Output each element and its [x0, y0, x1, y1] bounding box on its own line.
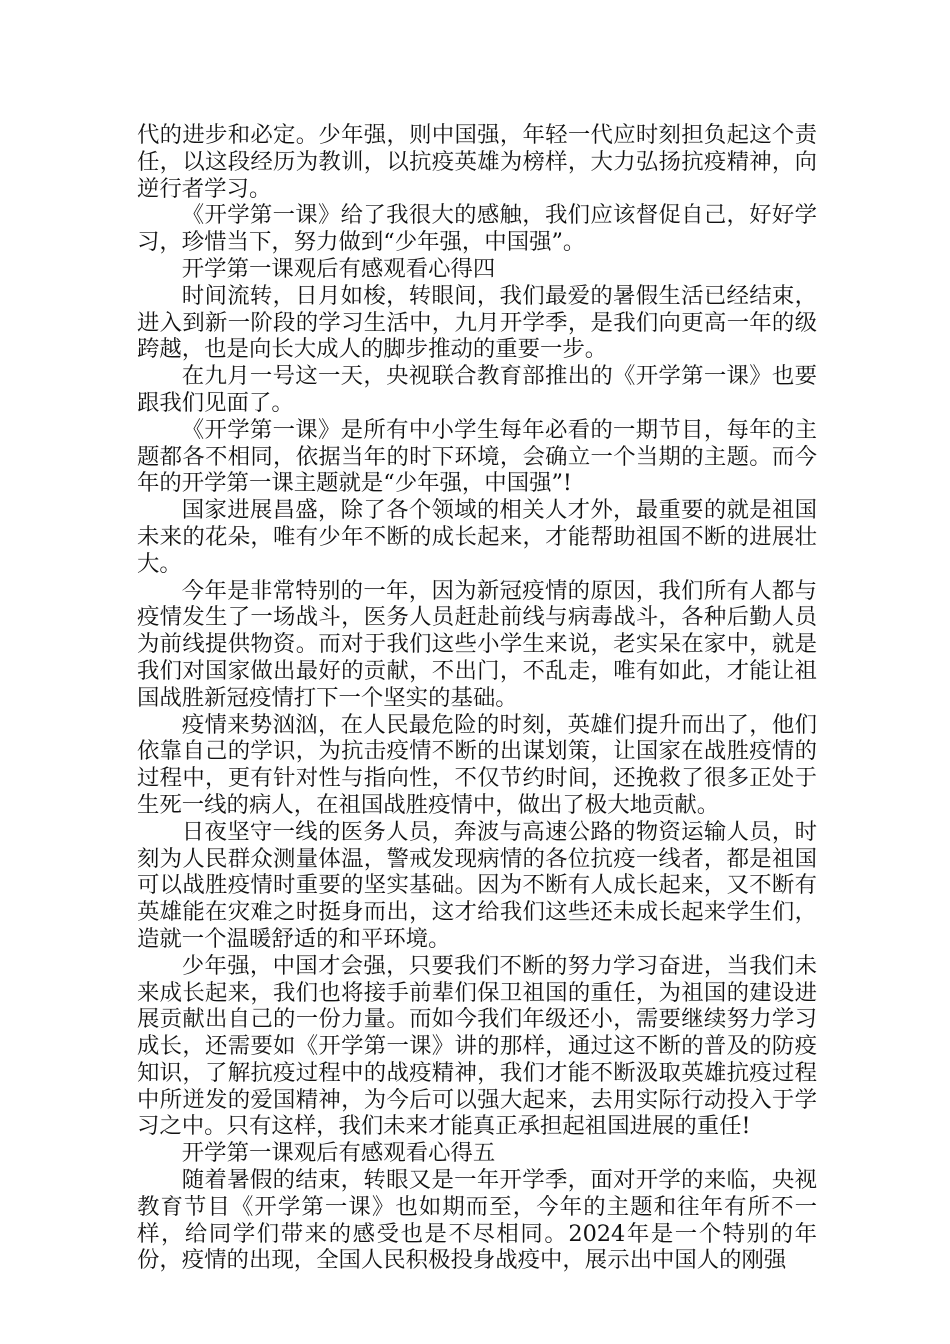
body-paragraph: 时间流转，日月如梭，转眼间，我们最爱的暑假生活已经结束，进入到新一阶段的学习生活中，九月开学季，是我们向更高一年的级跨越，也是向长大成人的脚步推动的重要一步。 — [137, 282, 817, 363]
section-heading: 开学第一课观后有感观看心得五 — [181, 1140, 496, 1167]
document-page — [137, 122, 817, 1274]
body-paragraph: 《开学第一课》给了我很大的感触，我们应该督促自己，好好学习，珍惜当下，努力做到“少年强，中国强”。 — [137, 202, 817, 256]
section-heading: 开学第一课观后有感观看心得四 — [181, 255, 496, 282]
body-paragraph: 在九月一号这一天，央视联合教育部推出的《开学第一课》也要跟我们见面了。 — [137, 363, 817, 416]
body-paragraph: 今年是非常特别的一年，因为新冠疫情的原因，我们所有人都与疫情发生了一场战斗，医务人员赶赴前线与病毒战斗，各种后勤人员为前线提供物资。而对于我们这些小学生来说，老实呆在家中，就是我们对国家做出最好的贡献，不出门，不乱走，唯有如此，才能让祖国战胜新冠疫情打下一个坚实的基础。 — [137, 577, 817, 711]
body-paragraph: 代的进步和必定。少年强，则中国强，年轻一代应时刻担负起这个责任，以这段经历为教训，以抗疫英雄为榜样，大力弘扬抗疫精神，向逆行者学习。 — [137, 122, 817, 202]
body-paragraph: 随着暑假的结束，转眼又是一年开学季，面对开学的来临，央视教育节目《开学第一课》也如期而至，今年的主题和往年有所不一样，给同学们带来的感受也是不尽相同。2024年是一个特别的年份，疫情的出现，全国人民积极投身战疫中，展示出中国人的刚强 — [137, 1167, 817, 1274]
body-paragraph: 国家进展昌盛，除了各个领域的相关人才外，最重要的就是祖国未来的花朵，唯有少年不断的成长起来，才能帮助祖国不断的进展壮大。 — [137, 497, 817, 577]
body-paragraph: 少年强，中国才会强，只要我们不断的努力学习奋进，当我们未来成长起来，我们也将接手前辈们保卫祖国的重任，为祖国的建设进展贡献出自己的一份力量。而如今我们年级还小，需要继续努力学习成长，还需要如《开学第一课》讲的那样，通过这不断的普及的防疫知识，了解抗疫过程中的战疫精神，我们才能不断汲取英雄抗疫过程中所迸发的爱国精神，为今后可以强大起来，去用实际行动投入于学习之中。只有这样，我们未来才能真正承担起祖国进展的重任! — [137, 952, 817, 1140]
body-paragraph: 《开学第一课》是所有中小学生每年必看的一期节目，每年的主题都各不相同，依据当年的时下环境，会确立一个当期的主题。而今年的开学第一课主题就是“少年强，中国强”! — [137, 416, 817, 497]
body-paragraph: 疫情来势汹汹，在人民最危险的时刻，英雄们提升而出了，他们依靠自己的学识，为抗击疫情不断的出谋划策，让国家在战胜疫情的过程中，更有针对性与指向性，不仅节约时间，还挽救了很多正处于生死一线的病人，在祖国战胜疫情中，做出了极大地贡献。 — [137, 711, 817, 818]
body-paragraph: 日夜坚守一线的医务人员，奔波与高速公路的物资运输人员，时刻为人民群众测量体温，警戒发现病情的各位抗疫一线者，都是祖国可以战胜疫情时重要的坚实基础。因为不断有人成长起来，又不断有英雄能在灾难之时挺身而出，这才给我们这些还未成长起来学生们，造就一个温暖舒适的和平环境。 — [137, 818, 817, 952]
